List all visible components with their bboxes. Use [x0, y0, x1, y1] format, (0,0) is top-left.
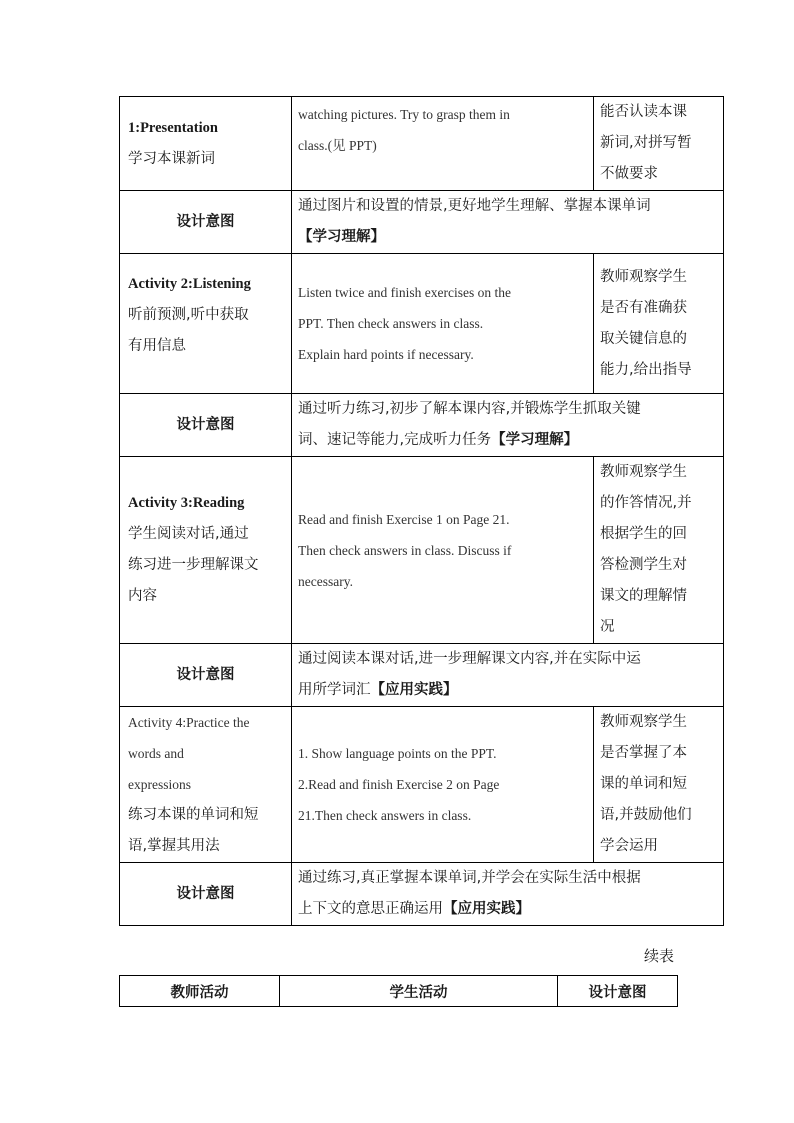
- intent-text-with-tag: [298, 675, 719, 706]
- table-row-listening: [120, 254, 724, 394]
- intent-tag: 【学习理解】: [298, 229, 385, 245]
- evaluation-line: 根据学生的回: [600, 526, 687, 542]
- teacher-activity-cell: [120, 254, 292, 394]
- activity-text-line: 21.Then check answers in class.: [298, 808, 472, 823]
- teacher-activity-cell: [120, 457, 292, 644]
- evaluation-line: 教师观察学生: [600, 464, 687, 480]
- header-design-intent: 设计意图: [558, 976, 678, 1007]
- student-activity-cell: [292, 97, 594, 191]
- intent-label: 设计意图: [120, 863, 292, 926]
- header-row: [120, 976, 678, 1007]
- evaluation-line: 不做要求: [600, 166, 658, 182]
- table-row-intent: [120, 644, 724, 707]
- table-row-intent: [120, 394, 724, 457]
- evaluation-line: 的作答情况,并: [600, 495, 692, 511]
- table-row-reading: [120, 457, 724, 644]
- intent-label: 设计意图: [120, 644, 292, 707]
- evaluation-line: 答检测学生对: [600, 557, 687, 573]
- activity-text-line: 1. Show language points on the PPT.: [298, 746, 497, 761]
- intent-text: 上下文的意思正确运用: [298, 901, 443, 917]
- evaluation-line: 学会运用: [600, 838, 658, 854]
- activity-text-line: necessary.: [298, 573, 353, 589]
- activity-text-line: PPT. Then check answers in class.: [298, 316, 484, 331]
- evaluation-line: 课文的理解情: [600, 588, 687, 604]
- header-student-activity: 学生活动: [280, 976, 558, 1007]
- student-activity-cell: [292, 707, 594, 863]
- intent-text-cell: [292, 191, 724, 254]
- table-row-presentation: [120, 97, 724, 191]
- activity-title: Activity 3:Reading: [128, 495, 245, 511]
- evaluation-line: 取关键信息的: [600, 330, 687, 347]
- evaluation-line: 能否认读本课: [600, 104, 687, 120]
- intent-text: 通过听力练习,初步了解本课内容,并锻炼学生抓取关键: [298, 401, 641, 417]
- continued-label: 续表: [643, 947, 674, 965]
- intent-text: 通过阅读本课对话,进一步理解课文内容,并在实际中运: [298, 651, 641, 667]
- activity-text-line: Read and finish Exercise 1 on Page 21.: [298, 511, 510, 527]
- intent-label: 设计意图: [120, 394, 292, 457]
- activity-title: Activity 2:Listening: [128, 276, 251, 292]
- activity-text-line: Explain hard points if necessary.: [298, 347, 474, 362]
- table-row-practice: [120, 707, 724, 863]
- evaluation-line: 教师观察学生: [600, 268, 687, 285]
- activity-title: 1:Presentation: [128, 119, 218, 136]
- continued-table-header: [119, 975, 678, 1007]
- activity-subtitle: 学生阅读对话,通过: [128, 526, 249, 542]
- activity-text-line: Then check answers in class. Discuss if: [298, 542, 512, 558]
- activity-title-line: Activity 4:Practice the: [128, 715, 250, 730]
- evaluation-line: 教师观察学生: [600, 714, 687, 730]
- intent-text: 通过图片和设置的情景,更好地学生理解、掌握本课单词: [298, 198, 651, 214]
- evaluation-line: 况: [600, 619, 615, 635]
- evaluation-line: 能力,给出指导: [600, 361, 692, 378]
- evaluation-cell: [594, 707, 724, 863]
- activity-title-line: expressions: [128, 777, 191, 792]
- activity-title-line: words and: [128, 746, 184, 761]
- intent-text: 词、速记等能力,完成听力任务: [298, 432, 492, 448]
- student-activity-cell: [292, 457, 594, 644]
- activity-subtitle: 学习本课新词: [128, 150, 215, 167]
- activity-subtitle: 有用信息: [128, 338, 186, 354]
- intent-text-cell: [292, 863, 724, 926]
- activity-subtitle: 练习进一步理解课文: [128, 557, 259, 573]
- lesson-plan-table: [119, 96, 724, 926]
- evaluation-cell: [594, 97, 724, 191]
- activity-subtitle: 听前预测,听中获取: [128, 307, 249, 323]
- evaluation-cell: [594, 254, 724, 394]
- evaluation-line: 语,并鼓励他们: [600, 807, 692, 823]
- intent-text: 用所学词汇: [298, 682, 371, 698]
- teacher-activity-cell: [120, 707, 292, 863]
- intent-label: 设计意图: [120, 191, 292, 254]
- intent-text-cell: [292, 394, 724, 457]
- intent-text: 通过练习,真正掌握本课单词,并学会在实际生活中根据: [298, 870, 641, 886]
- activity-text-line: class.(见 PPT): [298, 138, 377, 153]
- intent-text-with-tag: [298, 894, 719, 925]
- evaluation-line: 课的单词和短: [600, 776, 687, 792]
- activity-text-line: Listen twice and finish exercises on the: [298, 285, 511, 300]
- evaluation-line: 是否掌握了本: [600, 745, 687, 761]
- intent-tag: 【学习理解】: [491, 432, 579, 448]
- header-teacher-activity: 教师活动: [120, 976, 280, 1007]
- evaluation-cell: [594, 457, 724, 644]
- activity-subtitle: 内容: [128, 588, 157, 604]
- activity-subtitle: 语,掌握其用法: [128, 838, 220, 854]
- student-activity-cell: [292, 254, 594, 394]
- evaluation-line: 是否有准确获: [600, 299, 687, 316]
- intent-text-cell: [292, 644, 724, 707]
- activity-subtitle: 练习本课的单词和短: [128, 807, 259, 823]
- table-row-intent: [120, 863, 724, 926]
- evaluation-line: 新词,对拼写暂: [600, 135, 692, 151]
- intent-tag: 【应用实践】: [370, 682, 458, 698]
- table-row-intent: [120, 191, 724, 254]
- activity-text-line: 2.Read and finish Exercise 2 on Page: [298, 777, 500, 792]
- teacher-activity-cell: [120, 97, 292, 191]
- activity-text-line: watching pictures. Try to grasp them in: [298, 107, 510, 122]
- intent-text-with-tag: [298, 425, 719, 456]
- intent-tag: 【应用实践】: [443, 901, 530, 917]
